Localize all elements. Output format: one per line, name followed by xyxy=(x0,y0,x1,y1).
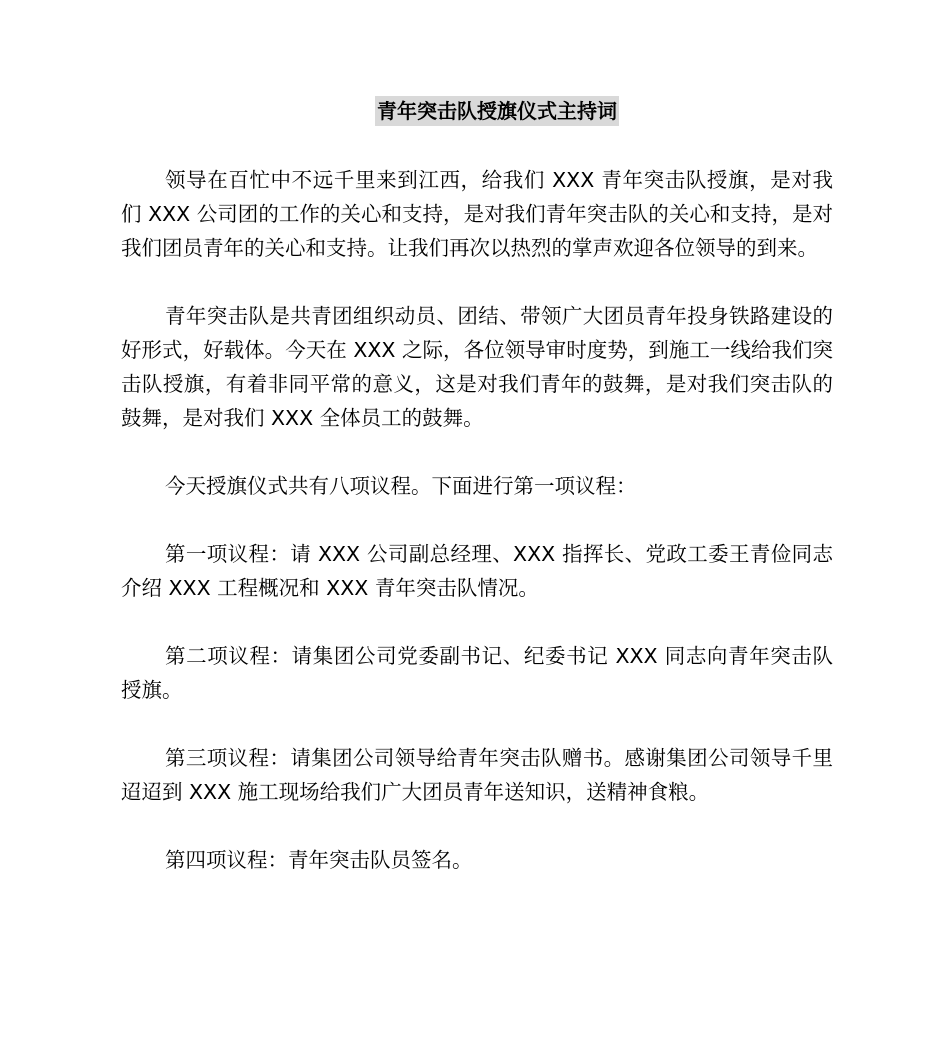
paragraph-welcome: 领导在百忙中不远千里来到江西，给我们 XXX 青年突击队授旗，是对我们 XXX 公司团的工作的关心和支持，是对我们青年突击队的关心和支持，是对我们团员青年的关心和支持。让我们再次以热烈的掌声欢迎各位领导的到来。 xyxy=(121,168,833,260)
document-body xyxy=(121,163,833,911)
paragraph-agenda-item-2: 第二项议程：请集团公司党委副书记、纪委书记 XXX 同志向青年突击队授旗。 xyxy=(121,644,833,702)
paragraph-agenda-item-3: 第三项议程：请集团公司领导给青年突击队赠书。感谢集团公司领导千里迢迢到 XXX 施工现场给我们广大团员青年送知识，送精神食粮。 xyxy=(121,746,833,804)
paragraph-agenda-intro: 今天授旗仪式共有八项议程。下面进行第一项议程： xyxy=(165,474,637,498)
paragraph-agenda-item-4: 第四项议程：青年突击队员签名。 xyxy=(165,848,473,872)
document-title: 青年突击队授旗仪式主持词 xyxy=(375,96,619,126)
title-container xyxy=(0,96,950,126)
paragraph-agenda-item-1: 第一项议程：请 XXX 公司副总经理、XXX 指挥长、党政工委王青俭同志介绍 XXX 工程概况和 XXX 青年突击队情况。 xyxy=(121,542,833,600)
paragraph-youth-team: 青年突击队是共青团组织动员、团结、带领广大团员青年投身铁路建设的好形式，好载体。今天在 XXX 之际，各位领导审时度势，到施工一线给我们突击队授旗，有着非同平常的意义，这是对我们青年的鼓舞，是对我们突击队的鼓舞，是对我们 XXX 全体员工的鼓舞。 xyxy=(121,304,833,430)
